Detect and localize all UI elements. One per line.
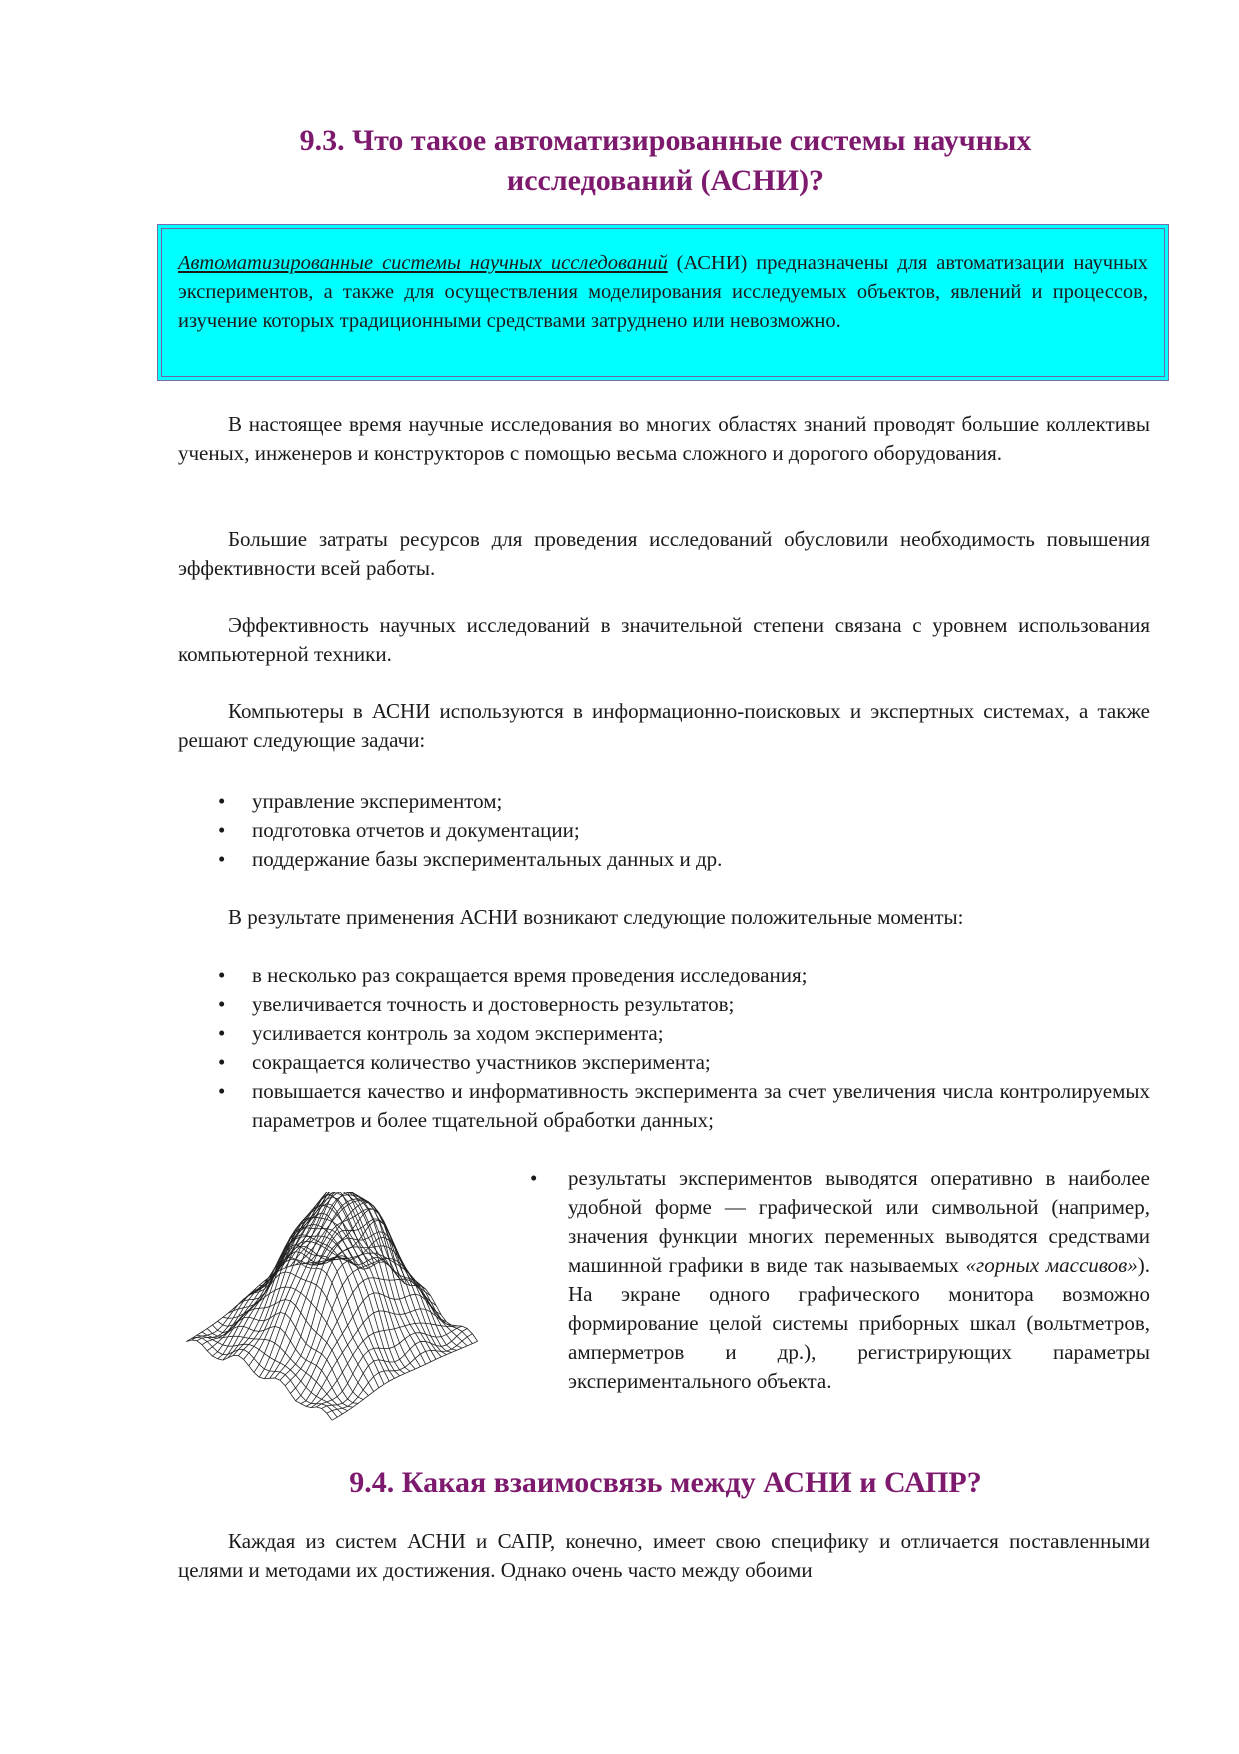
result-intro-paragraph: В результате применения АСНИ возникают следующие положительные моменты: bbox=[228, 905, 964, 929]
mountain-arrays-term: «горных массивов» bbox=[965, 1253, 1138, 1277]
surface-grid-line bbox=[197, 1335, 343, 1414]
list-item: • поддержание базы экспериментальных данных и др. bbox=[178, 845, 1150, 874]
surface-grid-line bbox=[192, 1337, 338, 1417]
graphics-item-text-end: ). На экране одного графического монитора возможно формирование целой системы приборных шкал (вольтметров, амперметров и др.), регистрирующих параметры экспериментального объекта. bbox=[568, 1253, 1151, 1393]
graphics-item-text-start: результаты экспериментов выводятся оперативно в наиболее удобной форме — графической или символьной (например, значения функции многих переменных выводятся средствами машинной графики в виде так называемых bbox=[568, 1166, 1150, 1277]
tasks-list bbox=[178, 787, 1150, 874]
surface-grid-line bbox=[186, 1340, 332, 1420]
mountain-surface-figure bbox=[180, 1192, 485, 1457]
surface-grid-line bbox=[327, 1334, 473, 1413]
surface-grid-line bbox=[233, 1257, 379, 1388]
benefits-list bbox=[178, 961, 1150, 1135]
definition-term: Автоматизированные системы научных исследований bbox=[178, 252, 668, 274]
list-item bbox=[530, 1164, 1150, 1396]
surface-grid-line bbox=[316, 1326, 462, 1407]
section-heading-9-3 bbox=[178, 121, 1153, 201]
section-heading-line-1: 9.3. Что такое автоматизированные системы научных bbox=[299, 124, 1032, 157]
paragraph-4: Компьютеры в АСНИ используются в информационно-поисковых и экспертных системах, а также решают следующие задачи: bbox=[178, 699, 1150, 752]
list-item: • увеличивается точность и достоверность результатов; bbox=[178, 990, 1150, 1019]
paragraph-2: Большие затраты ресурсов для проведения исследований обусловили необходимость повышения эффективности всей работы. bbox=[178, 527, 1150, 580]
paragraph-1: В настоящее время научные исследования во многих областях знаний проводят большие коллективы ученых, инженеров и конструкторов с помощью весьма сложного и дорогого оборудования. bbox=[178, 412, 1150, 465]
closing-paragraph: Каждая из систем АСНИ и САПР, конечно, имеет свою специфику и отличается поставленными целями и методами их достижения. Однако очень часто между обоими bbox=[178, 1529, 1150, 1582]
section-heading-line-2: исследований (АСНИ)? bbox=[506, 164, 825, 197]
list-item: • подготовка отчетов и документации; bbox=[178, 816, 1150, 845]
definition-box bbox=[157, 224, 1169, 381]
graphics-list bbox=[530, 1164, 1150, 1396]
list-item: • сокращается количество участников эксперимента; bbox=[178, 1048, 1150, 1077]
surface-grid-line bbox=[311, 1323, 457, 1408]
list-item: • управление экспериментом; bbox=[178, 787, 1150, 816]
section-heading-9-4: 9.4. Какая взаимосвязь между АСНИ и САПР? bbox=[349, 1466, 982, 1499]
list-item: • повышается качество и информативность эксперимента за счет увеличения числа контролируемых параметров и более тщательной обработки данных; bbox=[178, 1077, 1150, 1135]
definition-body: (АСНИ) предназначены для автоматизации научных экспериментов, а также для осуществления моделирования исследуемых объектов, явлений и процессов, изучение которых традиционными средствами затруднено или невозможно. bbox=[178, 252, 1148, 332]
list-item: • усиливается контроль за ходом эксперимента; bbox=[178, 1019, 1150, 1048]
definition-text bbox=[178, 249, 1148, 336]
surface-grid-line bbox=[264, 1199, 410, 1379]
surface-grid-line bbox=[322, 1328, 468, 1408]
paragraph-3: Эффективность научных исследований в значительной степени связана с уровнем использования компьютерной техники. bbox=[178, 613, 1150, 666]
list-item: • в несколько раз сокращается время проведения исследования; bbox=[178, 961, 1150, 990]
